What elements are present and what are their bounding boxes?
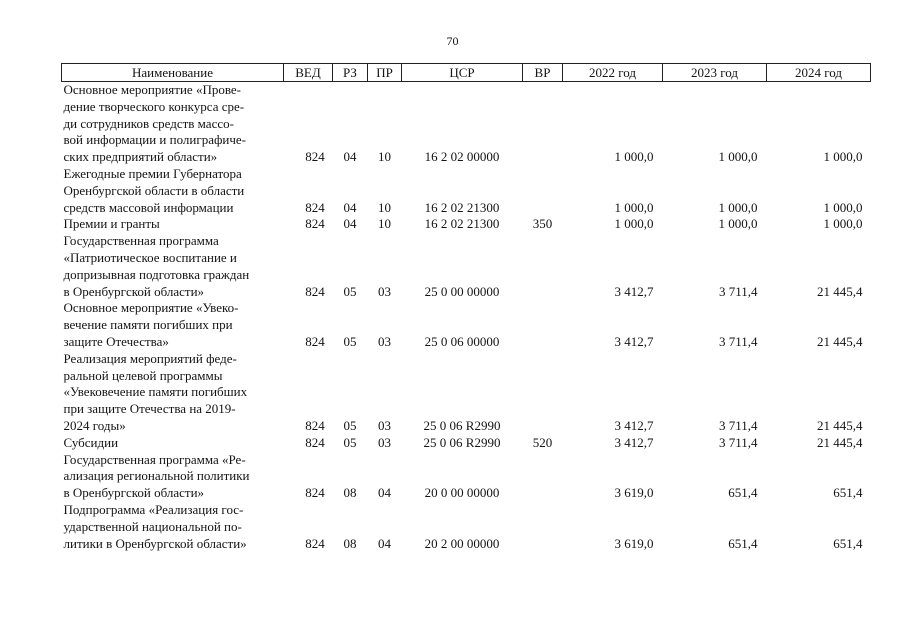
column-header-2022: 2022 год	[563, 64, 663, 82]
row-ved: 824	[305, 216, 325, 232]
table-row	[62, 82, 871, 166]
row-vr: 520	[532, 434, 553, 450]
row-vr	[523, 452, 563, 502]
budget-table	[61, 63, 871, 552]
row-2024: 1 000,0	[823, 199, 863, 215]
row-ved: 824	[305, 485, 325, 501]
row-rz: 05	[343, 417, 357, 433]
column-header-2023: 2023 год	[663, 64, 767, 82]
table-row	[62, 233, 871, 300]
row-2023: 3 711,4	[718, 417, 758, 433]
row-pr: 03	[378, 283, 391, 299]
row-ved: 824	[305, 417, 325, 433]
row-ved: 824	[305, 333, 325, 349]
column-header-ved: ВЕД	[284, 64, 333, 82]
row-name: Премии и гранты	[63, 216, 160, 232]
row-2022: 3 412,7	[614, 333, 654, 349]
row-pr: 03	[378, 434, 391, 450]
row-2023: 3 711,4	[718, 283, 758, 299]
column-header-rz: РЗ	[333, 64, 368, 82]
row-pr: 10	[378, 149, 391, 165]
column-header-vr: ВР	[523, 64, 563, 82]
row-2022: 1 000,0	[614, 199, 654, 215]
table-row	[62, 502, 871, 552]
row-2024: 651,4	[833, 535, 863, 551]
row-rz: 04	[343, 199, 357, 215]
row-csr: 25 0 06 R2990	[423, 434, 501, 450]
row-2024: 21 445,4	[817, 417, 863, 433]
row-rz: 04	[343, 216, 357, 232]
row-name: Государственная программа «Ре- ализация региональной политики в Оренбургской области»	[63, 451, 250, 501]
row-pr: 03	[378, 333, 391, 349]
row-vr: 350	[532, 216, 553, 232]
row-ved: 824	[305, 199, 325, 215]
table-header-row	[62, 64, 871, 82]
row-vr	[523, 502, 563, 552]
row-csr: 20 0 00 00000	[424, 485, 500, 501]
row-name: Подпрограмма «Реализация гос- ударственной национальной по- литики в Оренбургской области»	[63, 501, 247, 551]
row-2023: 651,4	[728, 535, 758, 551]
column-header-name: Наименование	[62, 64, 284, 82]
row-2024: 21 445,4	[817, 283, 863, 299]
row-pr: 04	[378, 485, 391, 501]
row-ved: 824	[305, 149, 325, 165]
table-row	[62, 452, 871, 502]
column-header-csr: ЦСР	[402, 64, 523, 82]
row-vr	[523, 233, 563, 300]
row-vr	[523, 82, 563, 166]
row-2022: 3 412,7	[614, 283, 654, 299]
table-row	[62, 166, 871, 216]
row-2022: 1 000,0	[614, 216, 654, 232]
row-2022: 3 619,0	[614, 535, 654, 551]
row-vr	[523, 351, 563, 435]
row-csr: 20 2 00 00000	[424, 535, 500, 551]
row-2022: 1 000,0	[614, 149, 654, 165]
row-2024: 651,4	[833, 485, 863, 501]
row-rz: 04	[343, 149, 357, 165]
table-row	[62, 351, 871, 435]
row-rz: 05	[343, 283, 357, 299]
row-csr: 25 0 06 R2990	[423, 417, 501, 433]
row-2024: 21 445,4	[817, 333, 863, 349]
row-rz: 05	[343, 333, 357, 349]
page-number: 70	[446, 34, 459, 48]
row-rz: 05	[343, 434, 357, 450]
table-row	[62, 216, 871, 233]
row-2023: 1 000,0	[718, 199, 758, 215]
row-rz: 08	[343, 485, 357, 501]
column-header-2024: 2024 год	[767, 64, 871, 82]
row-name: Субсидии	[63, 434, 119, 450]
row-name: Ежегодные премии Губернатора Оренбургской области в области средств массовой информации	[63, 165, 245, 215]
row-vr	[523, 300, 563, 350]
row-2023: 1 000,0	[718, 216, 758, 232]
row-pr: 10	[378, 199, 391, 215]
row-name: Основное мероприятие «Увеко- вечение памяти погибших при защите Отечества»	[63, 300, 239, 349]
row-name: Реализация мероприятий феде- ральной целевой программы «Увековечение памяти погибших при защите Отечества на 2019- 2024 годы»	[63, 350, 248, 433]
row-2023: 651,4	[728, 485, 758, 501]
table-row	[62, 435, 871, 452]
table-row	[62, 300, 871, 350]
row-2023: 3 711,4	[718, 434, 758, 450]
row-2024: 1 000,0	[823, 216, 863, 232]
row-2024: 1 000,0	[823, 149, 863, 165]
row-2023: 3 711,4	[718, 333, 758, 349]
row-2022: 3 412,7	[614, 434, 654, 450]
row-pr: 03	[378, 417, 391, 433]
row-ved: 824	[305, 434, 325, 450]
row-csr: 25 0 06 00000	[424, 333, 500, 349]
row-csr: 16 2 02 21300	[424, 216, 500, 232]
row-ved: 824	[305, 283, 325, 299]
column-header-pr: ПР	[368, 64, 402, 82]
row-pr: 04	[378, 535, 391, 551]
row-csr: 16 2 02 00000	[424, 149, 500, 165]
row-rz: 08	[343, 535, 357, 551]
row-ved: 824	[305, 535, 325, 551]
row-2022: 3 412,7	[614, 417, 654, 433]
row-2024: 21 445,4	[817, 434, 863, 450]
row-2023: 1 000,0	[718, 149, 758, 165]
row-name: Государственная программа «Патриотическое воспитание и допризывная подготовка граждан в Оренбургской области»	[63, 233, 250, 299]
row-pr: 10	[378, 216, 391, 232]
row-csr: 25 0 00 00000	[424, 283, 500, 299]
row-2022: 3 619,0	[614, 485, 654, 501]
row-vr	[523, 166, 563, 216]
row-name: Основное мероприятие «Прове- дение творческого конкурса сре- ди сотрудников средств массо- вой информации и полиграфиче- ских предприятий области»	[63, 82, 246, 165]
row-csr: 16 2 02 21300	[424, 199, 500, 215]
